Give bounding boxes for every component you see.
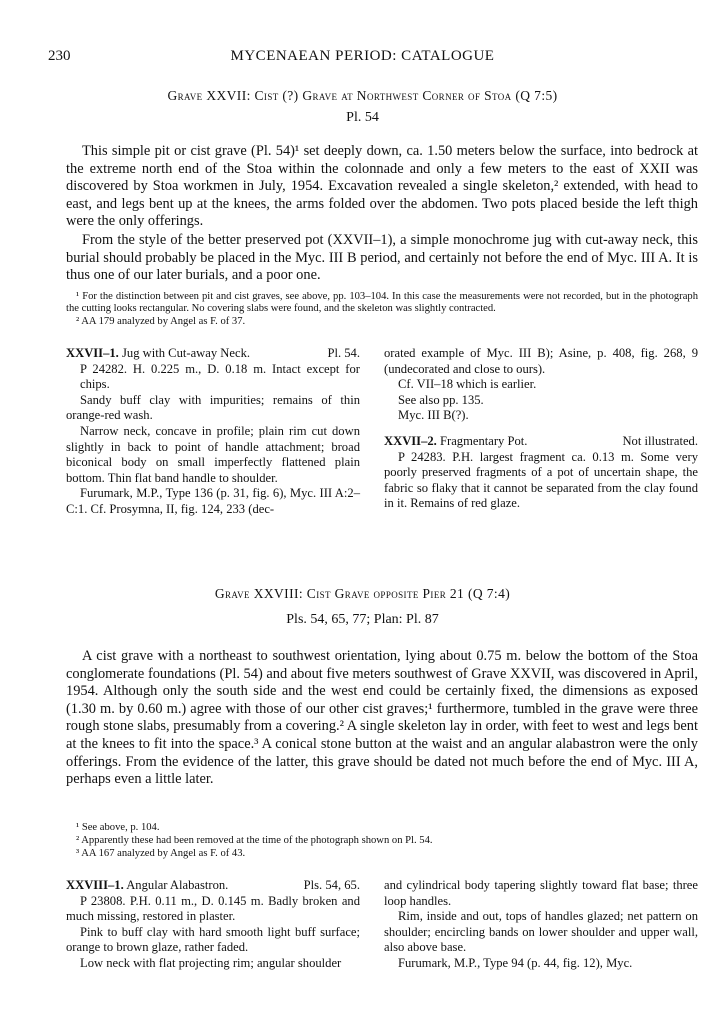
entry-xxvii-1-name: Jug with Cut-away Neck. — [122, 346, 251, 360]
entry-xxvii-2-description: P 24283. P.H. largest fragment ca. 0.13 m. Some very poorly preserved fragments of a pot of uncertain shape, the fabric so flaky that it cannot be separated from the clay found in it. Remains of red glaze. — [384, 449, 698, 511]
entry-xxvii-1-see-also: See also pp. 135. — [398, 392, 484, 407]
entry-xxviii-1-plate: Pls. 54, 65. — [303, 878, 360, 892]
entry-xxvii-1-references-cont: orated example of Myc. III B); Asine, p. 408, fig. 268, 9 (undecorated and close to ours). — [384, 346, 698, 376]
page-number: 230 — [48, 48, 71, 64]
entry-xxviii-1-inventory: P 23808. P.H. 0.11 m., D. 0.145 m. Badly broken and much missing, restored in plaster. — [66, 893, 360, 924]
grave28-title: Grave XXVIII: Cist Grave opposite Pier 21 (Q 7:4) — [214, 586, 511, 601]
entry-xxvii-1-id: XXVII–1. — [66, 346, 119, 360]
entry-xxvii-2-plate: Not illustrated. — [622, 433, 698, 448]
entry-xxvii-1-date: Myc. III B(?). — [398, 408, 469, 423]
entry-xxvii-1-heading — [66, 346, 360, 362]
entry-xxviii-1-references: Furumark, M.P., Type 94 (p. 44, fig. 12), Myc. — [398, 955, 633, 970]
entry-xxviii-1-heading — [66, 878, 360, 894]
entry-xxvii-2-name: Fragmentary Pot. — [440, 433, 528, 448]
grave28-column-left — [66, 878, 360, 972]
entry-xxviii-1-shape: Low neck with flat projecting rim; angular shoulder — [80, 955, 342, 970]
grave27-footnote-1: ¹ For the distinction between pit and cist graves, see above, pp. 103–104. In this case the measurements were not recorded, but in the photograph the cutting looks rectangular. No covering slabs were found, and the skeleton was slightly contracted. — [66, 291, 698, 315]
grave27-column-left — [66, 346, 360, 518]
grave28-plates: Pls. 54, 65, 77; Plan: Pl. 87 — [286, 612, 439, 627]
entry-xxvii-1-plate: Pl. 54. — [327, 346, 360, 360]
entry-xxviii-1-name: Angular Alabastron. — [126, 878, 229, 892]
entry-xxviii-1-fabric: Pink to buff clay with hard smooth light buff surface; orange to brown glaze, rather faded. — [66, 924, 360, 955]
entry-xxviii-1-shape-cont: and cylindrical body tapering slightly toward flat base; three loop handles. — [384, 878, 698, 908]
entry-xxvii-1-compare: Cf. VII–18 which is earlier. — [398, 377, 537, 392]
grave28-footnote-1: ¹ See above, p. 104. — [76, 822, 160, 833]
grave27-paragraph-1: This simple pit or cist grave (Pl. 54)¹ set deeply down, ca. 1.50 meters below the surface, into bedrock at the extreme north end of the Stoa within the colonnade and only a few meters to the east of XXII was discovered by Stoa workmen in July, 1954. Excavation revealed a single skeleton,² extended, with head to east, and legs bent up at the knees, the arms folded over the abdomen. Two pots placed beside the left thigh were the only offerings. — [66, 143, 698, 230]
running-head: MYCENAEAN PERIOD: CATALOGUE — [230, 48, 495, 64]
grave27-plates: Pl. 54 — [346, 110, 379, 125]
grave27-title: Grave XXVII: Cist (?) Grave at Northwest Corner of Stoa (Q 7:5) — [167, 88, 558, 103]
grave27-footnote-2: ² AA 179 analyzed by Angel as F. of 37. — [76, 316, 246, 327]
grave27-column-right — [384, 346, 698, 512]
entry-xxviii-1-id: XXVIII–1. — [66, 878, 124, 892]
entry-xxvii-1-references: Furumark, M.P., Type 136 (p. 31, fig. 6), Myc. III A:2–C:1. Cf. Prosymna, II, fig. 124, 233 (dec- — [66, 486, 360, 516]
grave28-column-right — [384, 878, 698, 972]
entry-xxviii-1-decoration: Rim, inside and out, tops of handles glazed; net pattern on shoulder; encircling bands on lower shoulder and upper wall, also above base. — [384, 909, 698, 955]
grave28-footnote-2: ² Apparently these had been removed at the time of the photograph shown on Pl. 54. — [76, 835, 433, 846]
grave28-paragraph-1: A cist grave with a northeast to southwest orientation, lying about 0.75 m. below the bottom of the Stoa conglomerate foundations (Pl. 54) and about five meters southwest of Grave XXVII, was discovered in April, 1954. Although only the south side and the west end could be certainly fixed, the dimensions as exposed (1.30 m. by 0.60 m.) agree with those of our other cist graves;¹ furthermore, tumbled in the grave were three rough stone slabs, presumably from a covering.² A single skeleton lay in order, with feet to west and legs bent at the knees to fit into the space.³ A conical stone button at the waist and an angular alabastron were the only offerings. From the evidence of the latter, this grave should be dated not much before the end of Myc. III A, perhaps even a little later. — [66, 648, 698, 788]
entry-xxvii-1-shape: Narrow neck, concave in profile; plain rim cut down slightly in back to point of handle attachment; broad biconical body on small imperfectly flattened plain bottom. Thin flat band handle to shoulder. — [66, 423, 360, 485]
entry-xxvii-1-fabric: Sandy buff clay with impurities; remains of thin orange-red wash. — [66, 392, 360, 423]
entry-xxvii-2-heading — [384, 434, 698, 450]
page-header — [48, 48, 677, 68]
entry-xxvii-2-id: XXVII–2. — [384, 433, 437, 448]
grave27-paragraph-2: From the style of the better preserved pot (XXVII–1), a simple monochrome jug with cut-away neck, this burial should probably be placed in the Myc. III B period, and certainly not before the end of Myc. III A. It is thus one of our later burials, and a poor one. — [66, 232, 698, 284]
grave28-footnote-3: ³ AA 167 analyzed by Angel as F. of 43. — [76, 848, 246, 859]
entry-xxvii-1-inventory: P 24282. H. 0.225 m., D. 0.18 m. Intact except for chips. — [80, 361, 360, 392]
